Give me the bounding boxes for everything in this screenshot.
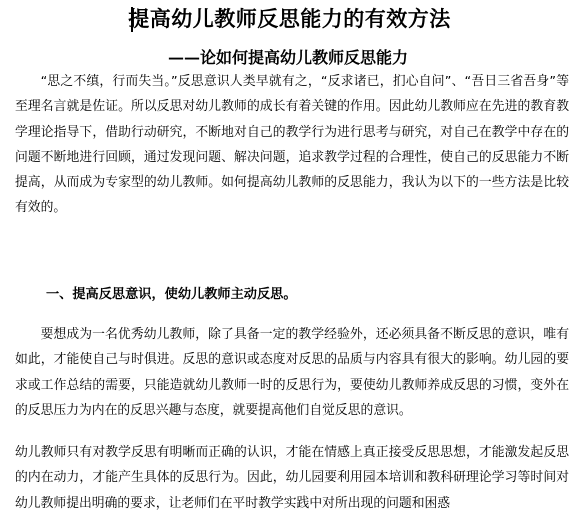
intro-paragraph: “思之不缜，行而失当。”反思意识人类早就有之，“反求诸已，扪心自问”、“吾日三省吾身”等至理名言就是佐证。所以反思对幼儿教师的成长有着关键的作用。因此幼儿教师应在先进的教育教学理论指导下，借助行动研究，不断地对自己的教学行为进行思考与研究，对自己在教学中存在的问题不断地进行回顾，通过发现问题、解决问题，追求教学过程的合理性，使自己的反思能力不断提高，从而成为专家型的幼儿教师。如何提高幼儿教师的反思能力，我认为以下的一些方法是比较有效的。	[15, 74, 569, 216]
section-heading: 一、提高反思意识，使幼儿教师主动反思。	[46, 287, 297, 302]
document-title: 提高幼儿教师反思能力的有效方法	[128, 6, 451, 31]
section-paragraph: 幼儿教师只有对教学反思有明晰而正确的认识，才能在情感上真正接受反思思想，才能激发起反思的内在动力，才能产生具体的反思行为。因此，幼儿园要利用园本培训和教科研理论学习等时间对幼儿教师提出明确的要求，让老师们在平时教学实践中对所出现的问题和困惑	[15, 445, 569, 511]
document-subtitle: ——论如何提高幼儿教师反思能力	[168, 48, 409, 67]
section-paragraph: 要想成为一名优秀幼儿教师，除了具备一定的教学经验外，还必须具备不断反思的意识，唯有如此，才能使自己与时俱进。反思的意识或态度对反思的品质与内容具有很大的影响。幼儿园的要求或工作总结的需要，只能造就幼儿教师一时的反思行为，要使幼儿教师养成反思的习惯，变外在的反思压力为内在的反思兴趣与态度，就要提高他们自觉反思的意识。	[15, 327, 569, 418]
